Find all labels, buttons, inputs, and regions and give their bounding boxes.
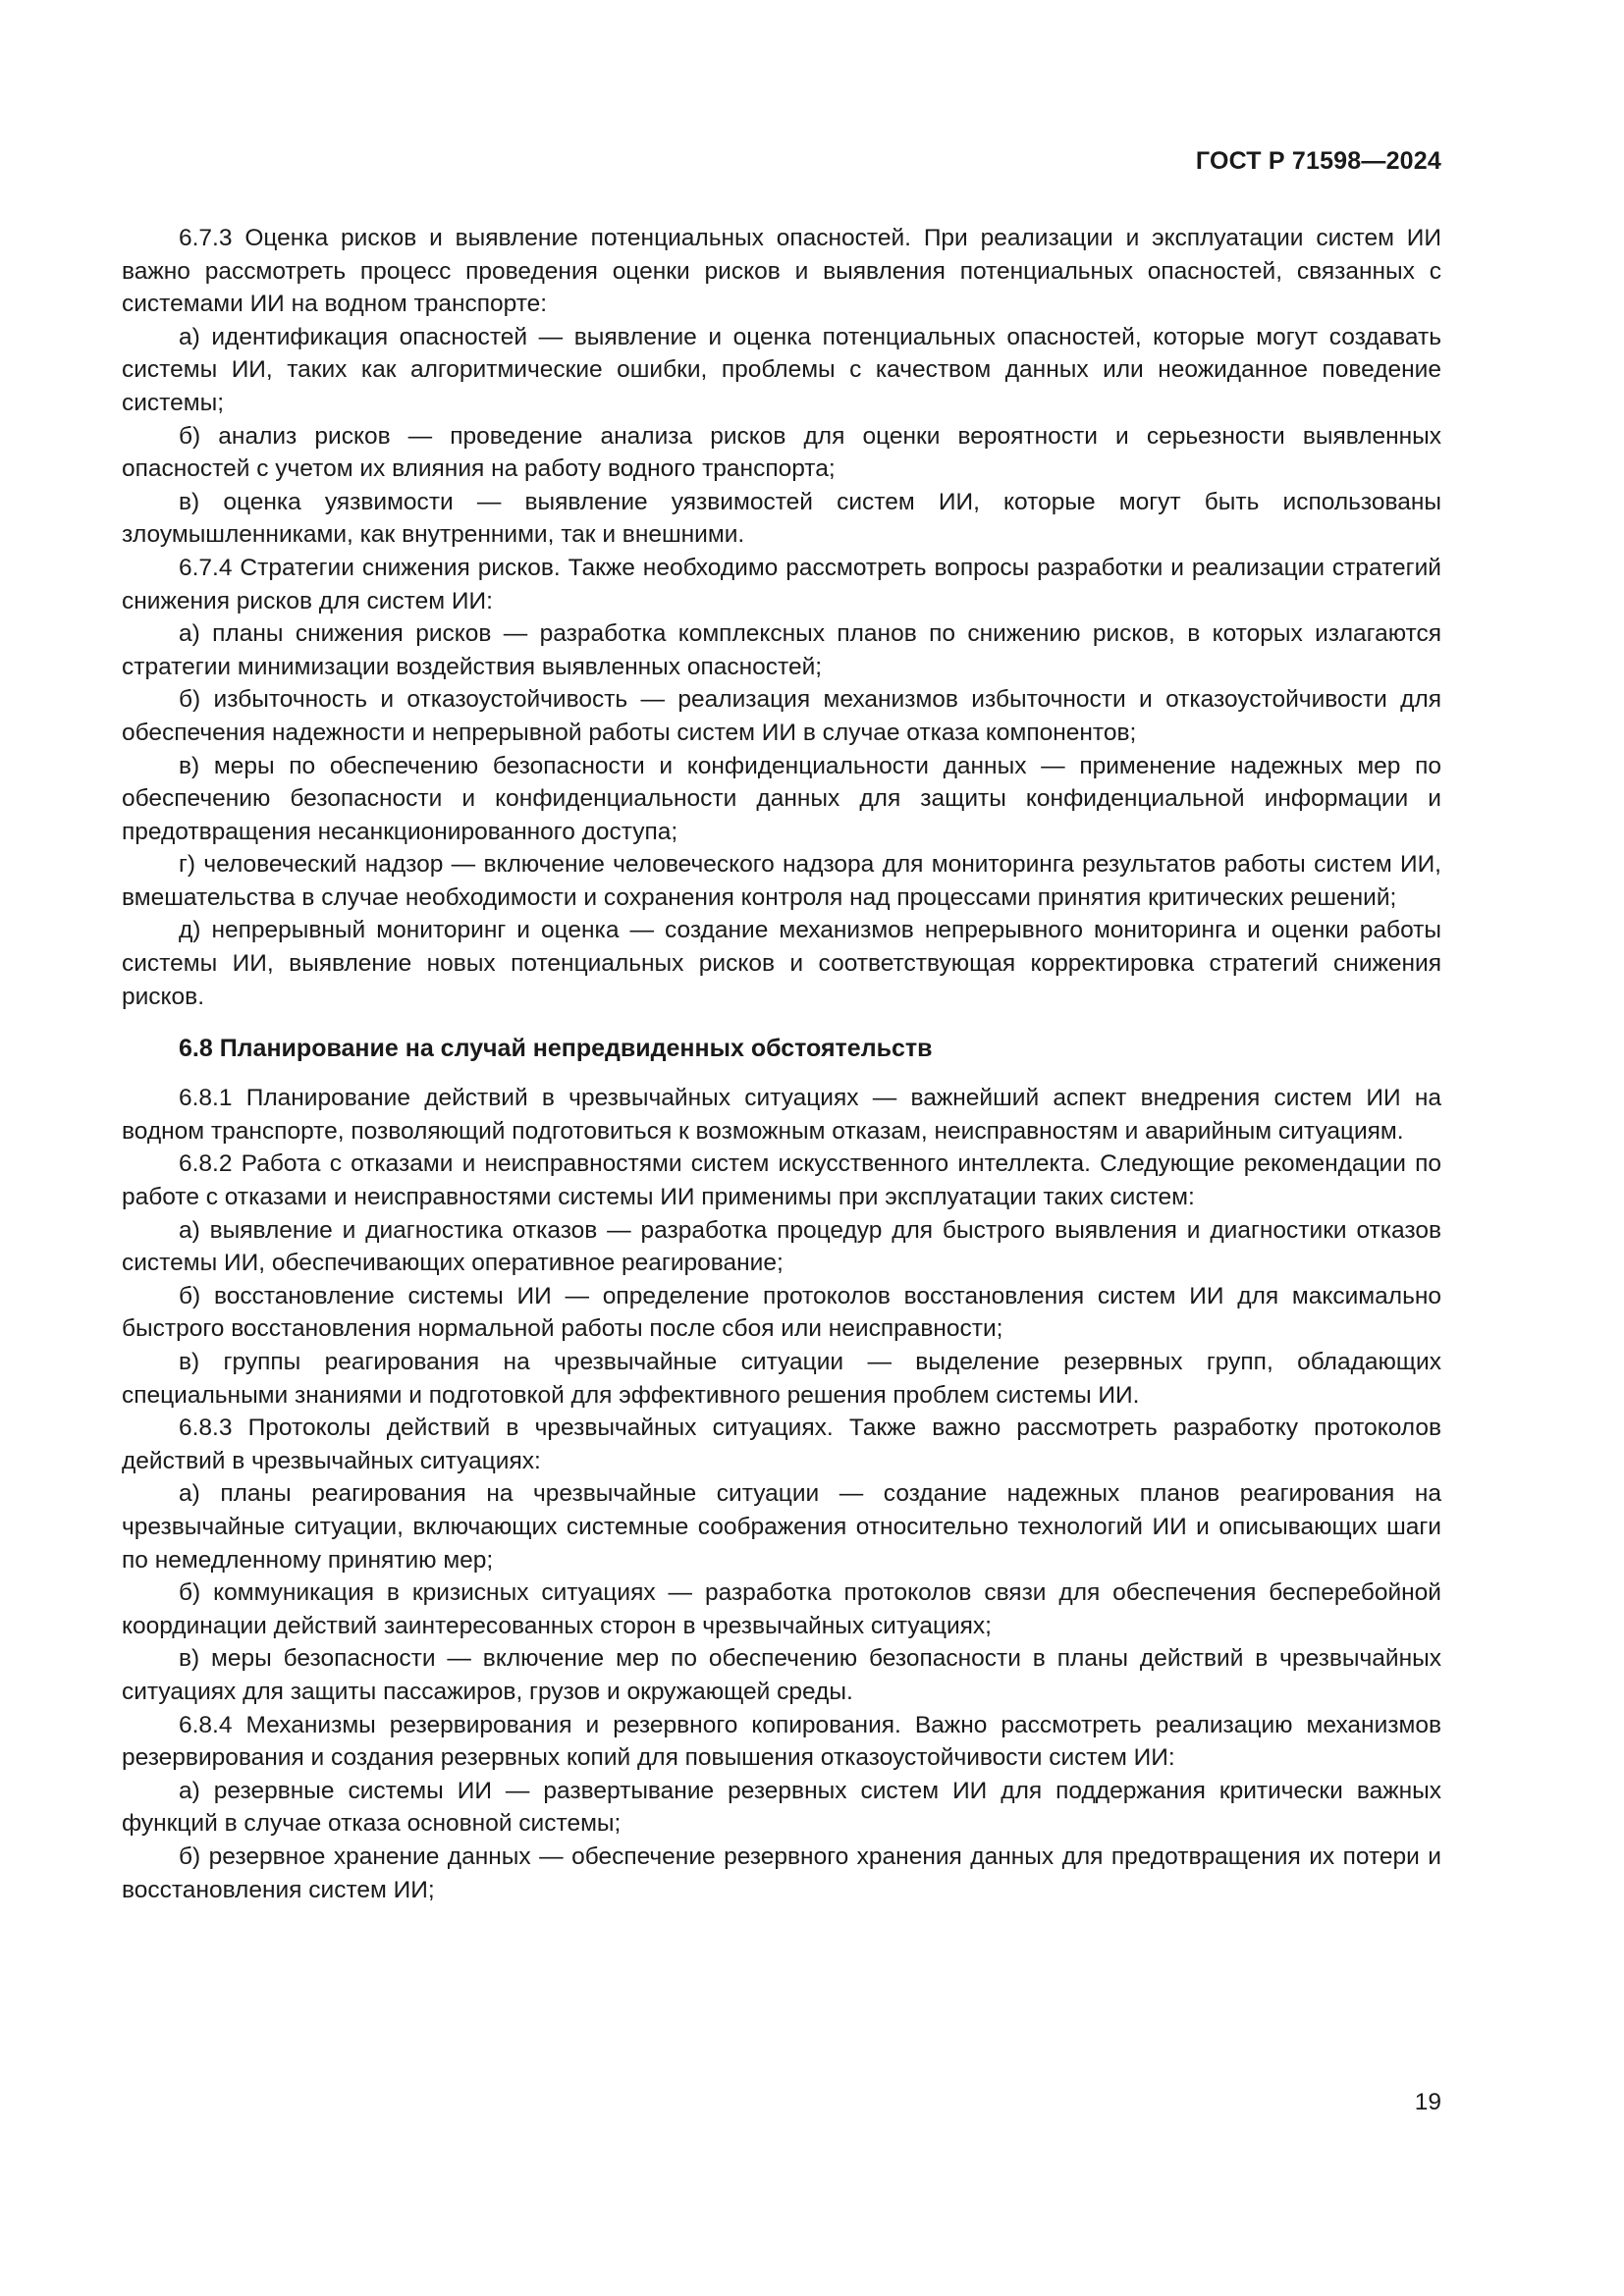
paragraph-6-7-3: 6.7.3 Оценка рисков и выявление потенциальных опасностей. При реализации и эксплуатации систем ИИ важно рассмотреть процесс проведения оценки рисков и выявления потенциальных опасностей, связанных с системами ИИ на водном транспорте: — [122, 225, 1441, 318]
list-item-6-7-3-b: б) анализ рисков — проведение анализа рисков для оценки вероятности и серьезности выявленных опасностей с учетом их влияния на работу водного транспорта; — [122, 422, 1441, 483]
list-item-6-7-4-v: в) меры по обеспечению безопасности и конфиденциальности данных — применение надежных мер по обеспечению безопасности и конфиденциальности данных для защиты конфиденциальной информации и предотвращения несанкционированного доступа; — [122, 752, 1441, 845]
paragraph-6-8-3: 6.8.3 Протоколы действий в чрезвычайных ситуациях. Также важно рассмотреть разработку протоколов действий в чрезвычайных ситуациях: — [122, 1415, 1441, 1474]
list-item-6-8-4-a: а) резервные системы ИИ — развертывание резервных систем ИИ для поддержания критически важных функций в случае отказа основной системы; — [122, 1777, 1441, 1838]
document-header-id: ГОСТ Р 71598—2024 — [1195, 147, 1441, 175]
list-item-6-8-2-a: а) выявление и диагностика отказов — разработка процедур для быстрого выявления и диагностики отказов системы ИИ, обеспечивающих оперативное реагирование; — [122, 1216, 1441, 1277]
list-item-6-7-4-d: д) непрерывный мониторинг и оценка — создание механизмов непрерывного мониторинга и оценки работы системы ИИ, выявление новых потенциальных рисков и соответствующая корректировка стратегий снижения рисков. — [122, 917, 1441, 1010]
list-item-6-7-3-a: а) идентификация опасностей — выявление и оценка потенциальных опасностей, которые могут создавать системы ИИ, таких как алгоритмические ошибки, проблемы с качеством данных или неожиданное поведение системы; — [122, 323, 1441, 416]
paragraph-6-7-4: 6.7.4 Стратегии снижения рисков. Также необходимо рассмотреть вопросы разработки и реализации стратегий снижения рисков для систем ИИ: — [122, 554, 1441, 614]
section-heading-6-8: 6.8 Планирование на случай непредвиденных обстоятельств — [179, 1035, 933, 1063]
paragraph-6-8-4: 6.8.4 Механизмы резервирования и резервного копирования. Важно рассмотреть реализацию механизмов резервирования и создания резервных копий для повышения отказоустойчивости систем ИИ: — [122, 1711, 1441, 1772]
list-item-6-7-3-v: в) оценка уязвимости — выявление уязвимостей систем ИИ, которые могут быть использованы злоумышленниками, как внутренними, так и внешними. — [122, 488, 1441, 549]
list-item-6-8-2-v: в) группы реагирования на чрезвычайные ситуации — выделение резервных групп, обладающих специальными знаниями и подготовкой для эффективного решения проблем системы ИИ. — [122, 1349, 1441, 1409]
document-body — [122, 222, 1441, 1906]
list-item-6-8-4-b: б) резервное хранение данных — обеспечение резервного хранения данных для предотвращения их потери и восстановления систем ИИ; — [122, 1842, 1441, 1903]
paragraph-6-8-1: 6.8.1 Планирование действий в чрезвычайных ситуациях — важнейший аспект внедрения систем ИИ на водном транспорте, позволяющий подготовиться к возможным отказам, неисправностям и аварийным ситуациям. — [122, 1085, 1441, 1145]
list-item-6-8-3-b: б) коммуникация в кризисных ситуациях — разработка протоколов связи для обеспечения бесперебойной координации действий заинтересованных сторон в чрезвычайных ситуациях; — [122, 1579, 1441, 1639]
list-item-6-7-4-b: б) избыточность и отказоустойчивость — реализация механизмов избыточности и отказоустойчивости для обеспечения надежности и непрерывной работы систем ИИ в случае отказа компонентов; — [122, 686, 1441, 746]
list-item-6-8-2-b: б) восстановление системы ИИ — определение протоколов восстановления систем ИИ для максимально быстрого восстановления нормальной работы после сбоя или неисправности; — [122, 1282, 1441, 1343]
page-number: 19 — [1414, 2089, 1441, 2115]
list-item-6-7-4-a: а) планы снижения рисков — разработка комплексных планов по снижению рисков, в которых излагаются стратегии минимизации воздействия выявленных опасностей; — [122, 620, 1441, 680]
list-item-6-8-3-a: а) планы реагирования на чрезвычайные ситуации — создание надежных планов реагирования на чрезвычайные ситуации, включающих системные соображения относительно технологий ИИ и описывающих шаги по немедленному принятию мер; — [122, 1480, 1441, 1574]
paragraph-6-8-2: 6.8.2 Работа с отказами и неисправностями систем искусственного интеллекта. Следующие рекомендации по работе с отказами и неисправностями системы ИИ применимы при эксплуатации таких систем: — [122, 1150, 1441, 1211]
list-item-6-8-3-v: в) меры безопасности — включение мер по обеспечению безопасности в планы действий в чрезвычайных ситуациях для защиты пассажиров, грузов и окружающей среды. — [122, 1645, 1441, 1705]
list-item-6-7-4-g: г) человеческий надзор — включение человеческого надзора для мониторинга результатов работы систем ИИ, вмешательства в случае необходимости и сохранения контроля над процессами принятия критических решений; — [122, 851, 1441, 911]
